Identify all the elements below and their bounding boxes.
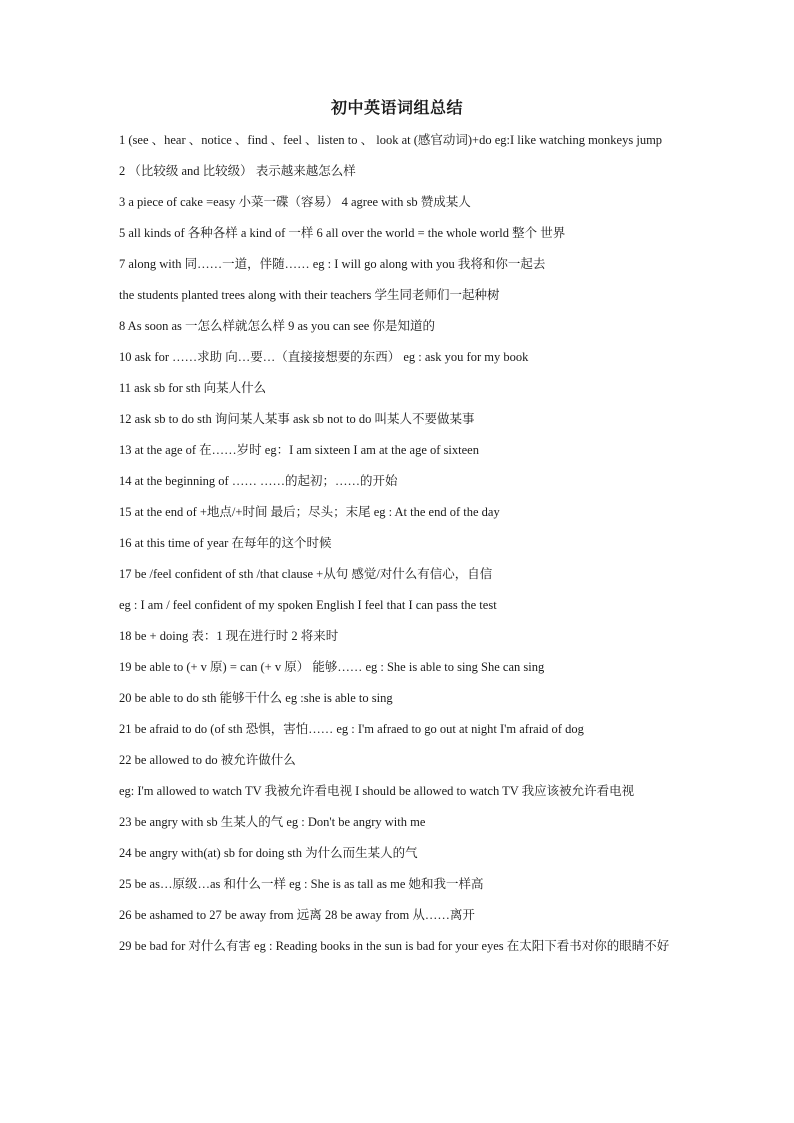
phrase-line: eg : I am / feel confident of my spoken English I feel that I can pass the test xyxy=(119,598,497,612)
phrase-line: 11 ask sb for sth 向某人什么 xyxy=(119,381,267,395)
phrase-line: 5 all kinds of 各种各样 a kind of 一样 6 all over the world = the whole world 整个 世界 xyxy=(119,226,566,240)
phrase-list xyxy=(119,130,704,967)
phrase-line: 2 （比较级 and 比较级） 表示越来越怎么样 xyxy=(119,164,356,178)
phrase-line: 8 As soon as 一怎么样就怎么样 9 as you can see 你是知道的 xyxy=(119,319,435,333)
phrase-line: 18 be + doing 表：1 现在进行时 2 将来时 xyxy=(119,629,339,643)
phrase-line: 1 (see 、hear 、notice 、find 、feel 、listen to 、 look at (感官动词)+do eg:I like watching monkeys jump xyxy=(119,133,663,147)
phrase-line: 13 at the age of 在……岁时 eg：I am sixteen I am at the age of sixteen xyxy=(119,443,479,457)
phrase-line: 15 at the end of +地点/+时间 最后；尽头；末尾 eg : At the end of the day xyxy=(119,505,500,519)
phrase-line: 14 at the beginning of …… ……的起初；……的开始 xyxy=(119,474,398,488)
phrase-line: 16 at this time of year 在每年的这个时候 xyxy=(119,536,332,550)
phrase-line: 10 ask for ……求助 向…要…（直接接想要的东西） eg : ask you for my book xyxy=(119,350,529,364)
phrase-line: the students planted trees along with their teachers 学生同老师们一起种树 xyxy=(119,288,500,302)
phrase-line: 29 be bad for 对什么有害 eg : Reading books in the sun is bad for your eyes 在太阳下看书对你的眼睛不好 xyxy=(119,939,670,953)
phrase-line: 20 be able to do sth 能够干什么 eg :she is able to sing xyxy=(119,691,393,705)
phrase-line: 12 ask sb to do sth 询问某人某事 ask sb not to do 叫某人不要做某事 xyxy=(119,412,475,426)
phrase-line: 25 be as…原级…as 和什么一样 eg : She is as tall as me 她和我一样高 xyxy=(119,877,484,891)
phrase-line: 17 be /feel confident of sth /that clause +从句 感觉/对什么有信心，自信 xyxy=(119,567,493,581)
phrase-line: 26 be ashamed to 27 be away from 远离 28 be away from 从……离开 xyxy=(119,908,475,922)
phrase-line: 21 be afraid to do (of sth 恐惧，害怕…… eg : I'm afraed to go out at night I'm afraid of dog xyxy=(119,722,584,736)
phrase-line: 23 be angry with sb 生某人的气 eg : Don't be angry with me xyxy=(119,815,426,829)
phrase-line: 24 be angry with(at) sb for doing sth 为什么而生某人的气 xyxy=(119,846,418,860)
phrase-line: 3 a piece of cake =easy 小菜一碟（容易） 4 agree with sb 赞成某人 xyxy=(119,195,471,209)
phrase-line: 19 be able to (+ v 原) = can (+ v 原） 能够…… eg : She is able to sing She can sing xyxy=(119,660,545,674)
phrase-line: eg: I'm allowed to watch TV 我被允许看电视 I should be allowed to watch TV 我应该被允许看电视 xyxy=(119,784,635,798)
phrase-line: 22 be allowed to do 被允许做什么 xyxy=(119,753,296,767)
phrase-line: 7 along with 同……一道，伴随…… eg : I will go along with you 我将和你一起去 xyxy=(119,257,546,271)
page-title: 初中英语词组总结 xyxy=(330,100,463,117)
